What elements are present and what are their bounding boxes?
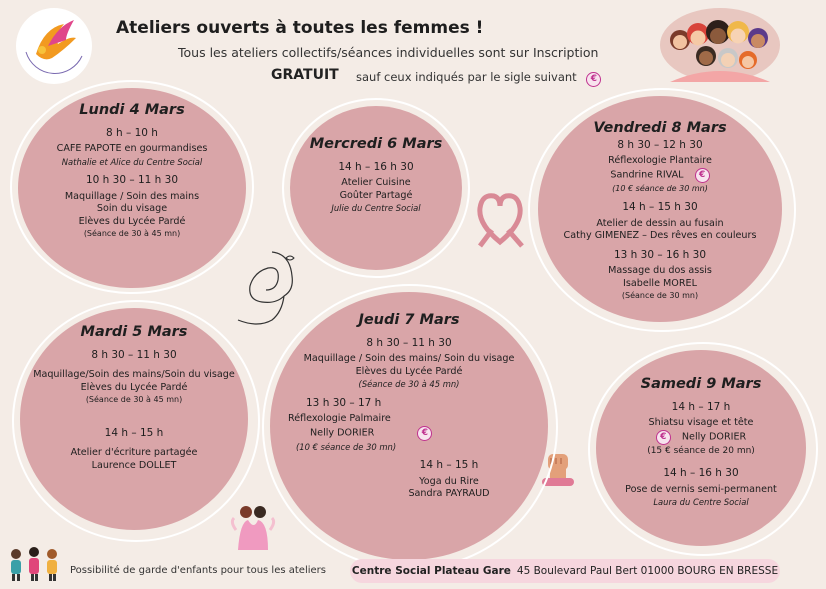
gratuit-note — [356, 70, 601, 87]
gratuit-note-text: sauf ceux indiqués par le sigle suivant — [356, 70, 577, 84]
logo — [14, 6, 94, 86]
mardi-activity-2-l2: Laurence DOLLET — [91, 459, 177, 471]
lundi-activity-2-note: (Séance de 30 à 45 mn) — [83, 229, 181, 238]
mercredi-time-1: 14 h – 16 h 30 — [338, 160, 414, 173]
lundi-time-1: 8 h – 10 h — [106, 126, 158, 139]
logo-text — [10, 88, 11, 89]
children-group-illustration — [6, 546, 62, 582]
jeudi-activity-3-l2: Sandra PAYRAUD — [408, 488, 490, 499]
euro-icon: € — [695, 168, 710, 183]
mardi-time-1: 8 h 30 – 11 h 30 — [91, 348, 177, 361]
samedi-time-2: 14 h – 16 h 30 — [663, 467, 739, 479]
euro-icon: € — [586, 72, 601, 87]
jeudi-card — [286, 314, 532, 501]
mercredi-card — [296, 138, 456, 215]
pink-ribbon-icon — [472, 188, 528, 248]
lundi-activity-2-l2: Soin du visage — [96, 203, 168, 214]
samedi-activity-1-l2-row — [604, 430, 798, 445]
samedi-activity-1-note: (15 € séance de 20 mn) — [647, 445, 755, 456]
vendredi-activity-2-l1: Atelier de dessin au fusain — [596, 217, 724, 229]
mardi-card — [30, 326, 238, 472]
mardi-activity-2-l1: Atelier d'écriture partagée — [70, 447, 198, 458]
gratuit-label: GRATUIT — [271, 67, 339, 83]
mercredi-activity-1-l2: Goûter Partagé — [339, 189, 413, 201]
logo-bird-icon — [14, 6, 94, 86]
vendredi-activity-1-l2-row — [548, 168, 772, 183]
lundi-day: Lundi 4 Mars — [79, 102, 185, 118]
jeudi-block-2 — [286, 397, 532, 454]
vendredi-time-2: 14 h – 15 h 30 — [622, 201, 698, 213]
vendredi-card — [548, 122, 772, 303]
samedi-card — [604, 378, 798, 509]
vendredi-activity-3-l2: Isabelle MOREL — [623, 277, 697, 289]
jeudi-activity-1-l1: Maquillage / Soin des mains/ Soin du visage — [303, 353, 515, 364]
jeudi-activity-2-l2: Nelly DORIER — [310, 426, 375, 438]
women-hug-illustration — [230, 500, 276, 552]
address-banner — [350, 559, 780, 583]
mercredi-activity-1-l1: Atelier Cuisine — [341, 177, 411, 188]
mardi-day: Mardi 5 Mars — [80, 324, 188, 340]
mardi-activity-1-l1: Maquillage/Soin des mains/Soin du visage — [33, 369, 235, 380]
center-address: 45 Boulevard Paul Bert 01000 BOURG EN BRESSE — [516, 565, 779, 577]
lundi-activity-2-l1: Maquillage / Soin des mains — [64, 190, 200, 202]
samedi-day: Samedi 9 Mars — [640, 376, 762, 392]
samedi-activity-2-by: Laura du Centre Social — [653, 497, 749, 507]
center-name: Centre Social Plateau Gare — [351, 565, 511, 577]
mercredi-day: Mercredi 6 Mars — [309, 136, 443, 152]
jeudi-activity-1-l2: Elèves du Lycée Pardé — [355, 365, 463, 377]
samedi-time-1: 14 h – 17 h — [671, 400, 731, 413]
jeudi-activity-3-l1: Yoga du Rire — [419, 475, 479, 487]
vendredi-activity-3-l1: Massage du dos assis — [608, 265, 712, 276]
lundi-activity-1-by: Nathalie et Alice du Centre Social — [61, 156, 203, 167]
jeudi-block-3 — [286, 459, 532, 501]
mardi-activity-1-l2: Elèves du Lycée Pardé — [80, 381, 188, 393]
childcare-note: Possibilité de garde d'enfants pour tous les ateliers — [70, 565, 326, 576]
samedi-activity-1-l2: Nelly DORIER — [681, 430, 747, 442]
samedi-activity-2-l1: Pose de vernis semi-permanent — [625, 483, 777, 495]
subtitle: Tous les ateliers collectifs/séances individuelles sont sur Inscription — [178, 45, 599, 60]
lundi-time-2: 10 h 30 – 11 h 30 — [85, 174, 179, 186]
lundi-activity-1: CAFE PAPOTE en gourmandises — [56, 143, 208, 154]
jeudi-activity-2-note: (10 € séance de 30 mn) — [296, 441, 397, 452]
mercredi-activity-1-by: Julie du Centre Social — [331, 203, 421, 213]
vendredi-activity-2-l2: Cathy GIMENEZ – Des rêves en couleurs — [563, 230, 757, 241]
jeudi-time-2: 13 h 30 – 17 h — [306, 396, 382, 409]
vendredi-activity-3-note: (Séance de 30 mn) — [621, 291, 699, 300]
lundi-card — [28, 104, 236, 241]
vendredi-day: Vendredi 8 Mars — [593, 120, 727, 136]
page-title: Ateliers ouverts à toutes les femmes ! — [116, 18, 484, 38]
jeudi-activity-2-l1: Réflexologie Palmaire — [288, 413, 391, 424]
mardi-time-2: 14 h – 15 h — [104, 426, 164, 439]
jeudi-time-1: 8 h 30 – 11 h 30 — [366, 336, 452, 349]
jeudi-activity-1-note: (Séance de 30 à 45 mn) — [358, 379, 460, 389]
vendredi-time-3: 13 h 30 – 16 h 30 — [613, 248, 707, 261]
jeudi-day: Jeudi 7 Mars — [358, 312, 460, 328]
lundi-activity-2-l3: Elèves du Lycée Pardé — [78, 215, 186, 227]
vendredi-activity-1-l1: Réflexologie Plantaire — [608, 155, 712, 166]
vendredi-time-1: 8 h 30 – 12 h 30 — [617, 138, 703, 151]
women-group-illustration — [660, 8, 780, 82]
vendredi-activity-1-l2: Sandrine RIVAL — [610, 168, 684, 180]
euro-icon: € — [417, 426, 432, 441]
jeudi-time-3: 14 h – 15 h — [419, 459, 479, 471]
samedi-activity-1-l1: Shiatsu visage et tête — [648, 417, 754, 428]
jeudi-activity-2-l2-row — [310, 426, 532, 441]
euro-icon: € — [656, 430, 671, 445]
vendredi-activity-1-note: (10 € séance de 30 mn) — [612, 183, 708, 193]
mardi-activity-1-note: (Séance de 30 à 45 mn) — [85, 395, 183, 404]
